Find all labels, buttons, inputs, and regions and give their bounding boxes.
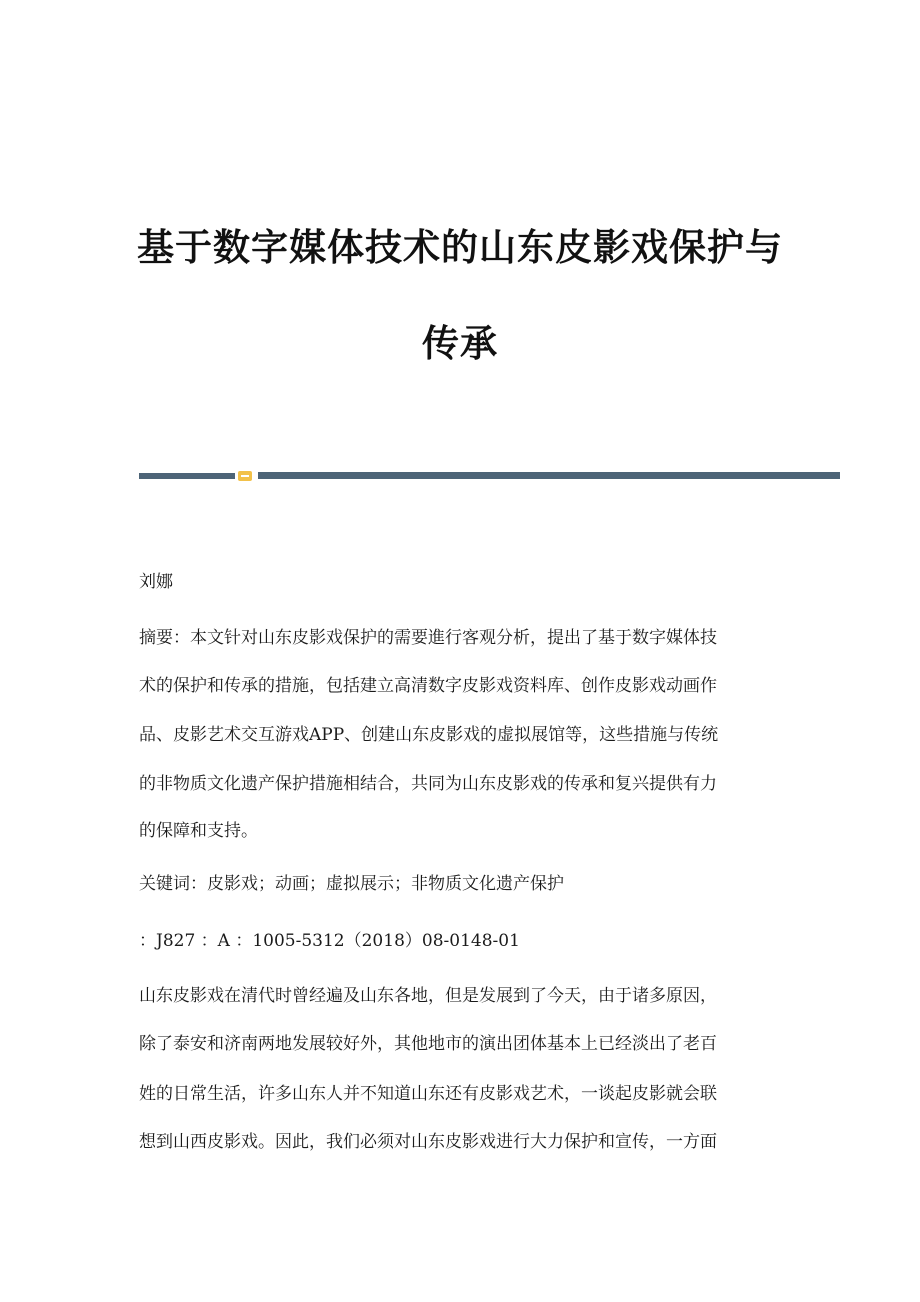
abstract-line: 术的保护和传承的措施，包括建立高清数字皮影戏资料库、创作皮影戏动画作 (139, 676, 717, 696)
abstract-line: 摘要：本文针对山东皮影戏保护的需要進行客观分析，提出了基于数字媒体技 (139, 628, 717, 648)
body-line: 姓的日常生活，许多山东人并不知道山东还有皮影戏艺术，一谈起皮影就会联 (139, 1084, 717, 1104)
abstract-line: 的非物质文化遗产保护措施相结合，共同为山东皮影戏的传承和复兴提供有力 (139, 774, 717, 794)
divider-bar-left (139, 473, 235, 479)
body-line: 山东皮影戏在清代时曾经遍及山东各地，但是发展到了今天，由于诸多原因， (139, 986, 717, 1006)
abstract-line: 品、皮影艺术交互游戏APP、创建山东皮影戏的虚拟展馆等，这些措施与传统 (139, 725, 719, 745)
body-line: 除了泰安和济南两地发展较好外，其他地市的演出团体基本上已经淡出了老百 (139, 1034, 717, 1054)
body-line: 想到山西皮影戏。因此，我们必须对山东皮影戏进行大力保护和宣传，一方面 (139, 1132, 717, 1152)
title-divider (139, 471, 840, 481)
divider-badge-icon (238, 471, 252, 481)
classification-codes: ：J827 ：A ：1005-5312（2018）08-0148-01 (139, 931, 520, 951)
document-title-line-2: 传承 (422, 321, 498, 365)
keywords: 关键词：皮影戏；动画；虚拟展示；非物质文化遗产保护 (139, 874, 564, 894)
divider-bar-right (258, 472, 840, 479)
document-title-line-1: 基于数字媒体技术的山东皮影戏保护与 (137, 225, 783, 269)
author-name: 刘娜 (139, 572, 173, 592)
abstract-line: 的保障和支持。 (139, 821, 258, 841)
